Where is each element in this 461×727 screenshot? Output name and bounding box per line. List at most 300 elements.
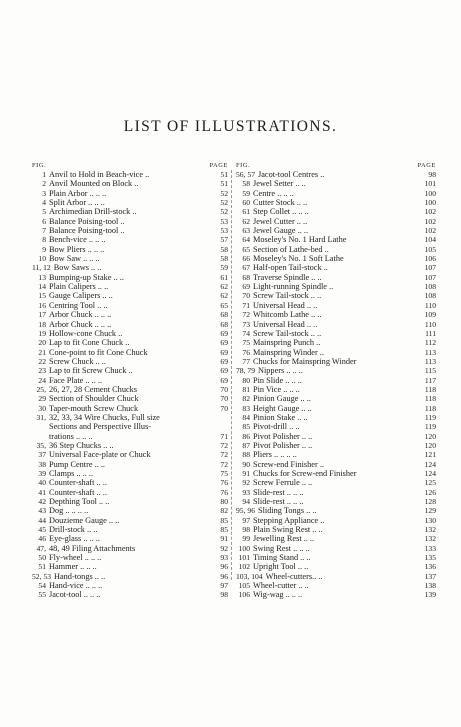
page-number: 65 [220,300,228,310]
list-item [236,404,436,413]
list-item [236,441,436,450]
column-divider [231,170,232,580]
page-number: 115 [424,366,436,376]
list-item [236,357,436,366]
figure-number: 106 [238,590,250,600]
list-item [236,581,436,590]
figure-number: 101 [238,553,250,563]
list-item [32,310,228,319]
figure-number: 23 [38,366,46,376]
list-item [236,525,436,534]
illustration-title: 26, 27, 28 Cement Chucks [49,384,138,394]
page-number: 71 [220,431,228,441]
page-number: 91 [220,534,228,544]
page-number: 52 [220,207,228,217]
right-column [236,161,436,600]
figure-number: 7 [42,226,46,236]
illustration-title: Wig-wag .. .. .. [253,590,303,600]
illustration-title: Section of Lathe-bed .. [253,244,329,254]
list-item [236,329,436,338]
illustration-title: Chucks for Screw-end Finisher [253,469,357,478]
list-item [236,189,436,198]
figure-number: 61 [242,207,250,217]
illustration-title: Plain Arbor .. .. .. [49,188,107,198]
list-item [236,217,436,226]
page-number: 100 [424,198,436,208]
page-number: 133 [424,543,436,553]
list-item [236,572,436,581]
figure-number: 98 [242,525,250,535]
figure-number: 1 [42,170,46,179]
illustration-title: Pliers .. .. .. .. [253,450,297,460]
figure-number: 94 [242,497,250,507]
page-number: 118 [424,384,436,394]
page-number: 96 [220,562,228,572]
list-item [236,226,436,235]
illustration-title: Depthing Tool .. .. [49,497,110,507]
illustration-title: Hollow-cone Chuck .. [49,328,123,338]
figure-number: 84 [242,412,250,422]
illustration-title: Traverse Spindle .. .. [253,272,322,282]
list-item [236,348,436,357]
illustration-title: Lap to fit Cone Chuck .. [49,338,130,348]
figure-number: 66 [242,254,250,264]
page-number: 113 [424,347,436,357]
figure-number: 38 [38,459,46,469]
list-item [236,413,436,422]
page-number: 101 [424,179,436,189]
list-item [236,207,436,216]
figure-number: 77 [242,356,250,366]
figure-number: 24 [38,375,46,385]
figure-number: 18 [38,319,46,329]
illustration-title: Hand-tongs .. .. [53,571,106,581]
illustration-title: Anvil Mounted on Block .. [49,179,139,189]
list-item [32,441,228,450]
list-item [236,263,436,272]
page-number: 58 [220,244,228,254]
illustration-title: 48, 49 Filing Attachments [49,543,136,553]
page-number: 51 [220,179,228,189]
figure-number: 29 [38,394,46,404]
list-item [32,217,228,226]
figure-number: 105 [238,581,250,591]
page-number: 135 [424,553,436,563]
page-number: 85 [220,515,228,525]
figure-number: 14 [38,282,46,292]
page-number: 118 [424,403,436,413]
illustration-title: Face Plate .. .. .. [49,375,102,385]
page-number: 113 [424,356,436,366]
page-number: 124 [424,459,436,469]
list-item [32,525,228,534]
list-item [32,282,228,291]
list-item [32,254,228,263]
illustration-title: Jacot-tool .. .. .. [49,590,101,600]
figure-number: 72 [242,310,250,320]
page-number: 132 [424,525,436,535]
figure-number: 64 [242,235,250,245]
page-number: 136 [424,562,436,572]
figure-number: 75 [242,338,250,348]
figure-number: 41 [38,487,46,497]
figure-number: 71 [242,300,250,310]
illustration-title: Douzieme Gauge .. .. [49,515,120,525]
figure-number: 70 [242,291,250,301]
page-number: 51 [220,170,228,179]
page-number: 111 [425,328,436,338]
figure-number: 40 [38,478,46,488]
list-item [236,534,436,543]
illustration-title: Jacot-tool Centres .. [257,170,325,179]
page-number: 98 [428,170,436,179]
figure-number: 92 [242,478,250,488]
illustration-title: Swing Rest .. .. .. [253,543,310,553]
list-item [236,235,436,244]
list-item [236,469,436,478]
page-number: 128 [424,497,436,507]
illustration-title: Pump Centre .. .. [49,459,105,469]
list-item [236,562,436,571]
illustration-title: Mainspring Punch .. [253,338,321,348]
illustration-title: Screw Chuck .. .. [49,356,106,366]
illustration-title: Jewelling Rest .. .. [253,534,315,544]
illustration-title: Universal Head .. .. [253,319,318,329]
list-item [32,422,228,431]
list-item [236,254,436,263]
page-number: 119 [424,412,436,422]
figure-number: 50 [38,553,46,563]
illustration-title: Stepping Appliance .. [253,515,325,525]
list-item [32,460,228,469]
figure-number: 69 [242,282,250,292]
page-number: 72 [220,459,228,469]
figure-number: 4 [42,198,46,208]
page-number: 62 [220,291,228,301]
page-number: 130 [424,515,436,525]
illustration-title: Plain Swing Rest .. .. [253,525,323,535]
page-number: 80 [220,497,228,507]
list-item [32,581,228,590]
fig-heading: FIG. [32,162,47,169]
page-number: 102 [424,226,436,236]
figure-number: 51 [38,562,46,572]
list-item [32,207,228,216]
figure-number: 54 [38,581,46,591]
list-item [32,366,228,375]
illustration-title: Screw Ferrule .. .. [253,478,313,488]
list-item [236,460,436,469]
page-number: 107 [424,272,436,282]
list-item [32,516,228,525]
list-item [32,450,228,459]
list-item [236,385,436,394]
illustration-title: Jewel Setter .. .. [253,179,306,189]
figure-number: 95, 96 [236,506,255,516]
list-item [32,469,228,478]
list-item [236,516,436,525]
illustration-title: Sliding Tongs .. .. [257,506,317,516]
figure-number: 43 [38,506,46,516]
page-heading: PAGE [209,162,228,169]
illustration-title: Wheel-cutters.. .. [265,571,323,581]
list-item [32,198,228,207]
illustration-title: Pivot Polisher .. .. [253,440,313,450]
left-entry-list [32,170,228,600]
list-item [236,291,436,300]
page-number: 69 [220,366,228,376]
list-item [32,235,228,244]
page-number: 72 [220,440,228,450]
page-number: 93 [220,553,228,563]
page-number: 69 [220,347,228,357]
list-item [32,348,228,357]
page-number: 120 [424,440,436,450]
page-number: 106 [424,254,436,264]
page-number: 102 [424,216,436,226]
figure-number: 17 [38,310,46,320]
list-item [32,338,228,347]
page-number: 61 [220,272,228,282]
figure-number: 103, 104 [236,571,263,581]
figure-number: 55 [38,590,46,600]
list-item [236,338,436,347]
page-number: 62 [220,282,228,292]
figure-number: 8 [42,235,46,245]
page-number: 69 [220,328,228,338]
illustration-title: Clamps .. .. .. [49,469,94,478]
list-item [32,394,228,403]
figure-number: 10 [38,254,46,264]
figure-number: 35, [36,440,46,450]
page-number: 69 [220,375,228,385]
list-item [32,263,228,272]
illustration-title: Slide-rest .. .. .. [253,487,304,497]
figure-number: 60 [242,198,250,208]
illustration-title: Timing Stand .. .. [253,553,311,563]
figure-number: 62 [242,216,250,226]
illustration-title: Centring Tool .. .. [49,300,108,310]
list-item [236,179,436,188]
illustration-title: Bumping-up Stake .. .. [49,272,124,282]
figure-number: 9 [42,244,46,254]
page-number: 70 [220,384,228,394]
figure-number: 5 [42,207,46,217]
figure-number: 58 [242,179,250,189]
figure-number: 87 [242,440,250,450]
page-number: 97 [220,581,228,591]
figure-number: 6 [42,216,46,226]
illustration-title: Bench-vice .. .. .. [49,235,106,245]
page-number: 96 [220,571,228,581]
illustration-title: Cone-point to fit Cone Chuck [49,347,148,357]
page-number: 75 [220,469,228,478]
illustration-title: Centre .. .. .. [253,188,294,198]
list-item [236,422,436,431]
list-item [236,488,436,497]
figure-number: 45 [38,525,46,535]
page-number: 104 [424,235,436,245]
page-number: 58 [220,254,228,264]
list-item [236,198,436,207]
page-number: 132 [424,534,436,544]
page-number: 108 [424,282,436,292]
illustration-title: Chucks for Mainspring Winder [253,356,357,366]
illustration-title: Arbor Chuck .. .. .. [49,310,112,320]
illustration-title: Balance Poising-tool .. [49,216,125,226]
figure-number: 78, 79 [236,366,255,376]
list-item [236,553,436,562]
illustration-title: Cutter Stock .. .. [253,198,308,208]
list-item [32,385,228,394]
list-item [32,291,228,300]
page-number: 129 [424,506,436,516]
figure-number: 65 [242,244,250,254]
page-number: 119 [424,422,436,432]
list-item [32,273,228,282]
figure-number: 63 [242,226,250,236]
figure-number: 11, 12 [32,263,51,273]
illustration-title: Pinion Gauge .. .. [253,394,311,404]
figure-number: 56, 57 [236,170,255,179]
illustration-title: Universal Face-plate or Chuck [49,450,151,460]
page-number: 69 [220,356,228,366]
figure-number: 52, 53 [32,571,51,581]
page-number: 112 [424,338,436,348]
illustration-title: Eye-glass .. .. .. [49,534,100,544]
illustration-title: Plain Calipers .. .. [49,282,109,292]
figure-number: 90 [242,459,250,469]
figure-number: 97 [242,515,250,525]
illustration-title: Screw Tail-stock .. .. [253,328,322,338]
page-number: 76 [220,478,228,488]
page-number: 98 [220,590,228,600]
page-number: 137 [424,571,436,581]
illustration-title: Section of Shoulder Chuck [49,394,139,404]
page-number: 125 [424,478,436,488]
list-item [32,488,228,497]
illustration-title: Taper-mouth Screw Chuck [49,403,139,413]
illustration-title: Hammer .. .. .. [49,562,97,572]
page-number: 82 [220,506,228,516]
illustration-title: Balance Poising-tool .. [49,226,125,236]
figure-number: 102 [238,562,250,572]
list-item [32,506,228,515]
page-heading: PAGE [417,162,436,169]
illustration-title: Archimedian Drill-stock .. [49,207,137,217]
list-item [32,413,228,422]
illustration-title: Arbor Chuck .. .. .. [49,319,112,329]
list-item [236,320,436,329]
list-item [32,534,228,543]
figure-number: 83 [242,403,250,413]
page-number: 139 [424,590,436,600]
list-item [32,301,228,310]
illustration-title: Pivot-drill .. .. [253,422,300,432]
illustration-title: Jewel Gauge .. .. [253,226,309,236]
list-item [236,394,436,403]
illustration-title: Pin Vice .. .. .. [253,384,300,394]
illustration-title: Split Arbor .. .. .. [49,198,105,208]
illustration-title: Step Collet .. .. .. [253,207,309,217]
illustration-title: Counter-shaft .. .. [49,478,107,488]
list-item [236,376,436,385]
page-number: 85 [220,525,228,535]
illustration-title: Height Gauge .. .. [253,403,312,413]
page-number: 70 [220,403,228,413]
figure-number: 82 [242,394,250,404]
figure-number: 39 [38,469,46,478]
illustration-title: Moseley's No. 1 Hard Lathe [253,235,347,245]
page-number: 53 [220,226,228,236]
figure-number: 16 [38,300,46,310]
list-item [32,478,228,487]
list-item [236,310,436,319]
page-number: 52 [220,188,228,198]
page-number: 70 [220,394,228,404]
right-entry-list [236,170,436,600]
figure-number: 13 [38,272,46,282]
list-item [236,245,436,254]
page-number: 76 [220,487,228,497]
illustration-title: Anvil to Hold in Beach-vice .. [49,170,150,179]
illustration-title: Pinion Stake .. .. [253,412,308,422]
illustration-title: Screw-end Finisher .. [253,459,324,469]
figure-number: 73 [242,319,250,329]
list-item [236,497,436,506]
list-item [32,179,228,188]
figure-number: 15 [38,291,46,301]
list-item [32,562,228,571]
page-number: 53 [220,216,228,226]
page-number: 102 [424,207,436,217]
left-column-header [32,161,228,170]
page-number: 68 [220,310,228,320]
page-number: 72 [220,450,228,460]
illustration-title: Moseley's No. 1 Soft Lathe [253,254,344,264]
list-item [236,301,436,310]
illustration-title: Universal Head .. .. [253,300,318,310]
list-item [32,590,228,599]
figure-number: 3 [42,188,46,198]
page-number: 118 [424,394,436,404]
illustration-title: trations .. .. .. [49,431,93,441]
page-number: 110 [424,300,436,310]
illustration-title: 32, 33, 34 Wire Chucks, Full size [49,412,160,422]
page-title: LIST OF ILLUSTRATIONS. [123,118,338,135]
illustration-title: Dog .. .. .. .. [49,506,89,516]
list-item [32,170,228,179]
figure-number: 22 [38,356,46,366]
illustration-title: Hand-vice .. .. .. [49,581,103,591]
figure-number: 81 [242,384,250,394]
page-number: 120 [424,431,436,441]
list-item [236,282,436,291]
left-column [32,161,228,600]
figure-number: 80 [242,375,250,385]
figure-number: 100 [238,543,250,553]
list-item [236,366,436,375]
illustration-title: Bow Pliers .. .. .. [49,244,105,254]
list-item [32,572,228,581]
illustration-title: Light-running Spindle .. [253,282,334,292]
illustration-title: 36 Step Chucks .. .. [49,440,114,450]
figure-number: 37 [38,450,46,460]
page-number: 124 [424,469,436,478]
figure-number: 47, [36,543,46,553]
figure-number: 68 [242,272,250,282]
list-item [236,170,436,179]
